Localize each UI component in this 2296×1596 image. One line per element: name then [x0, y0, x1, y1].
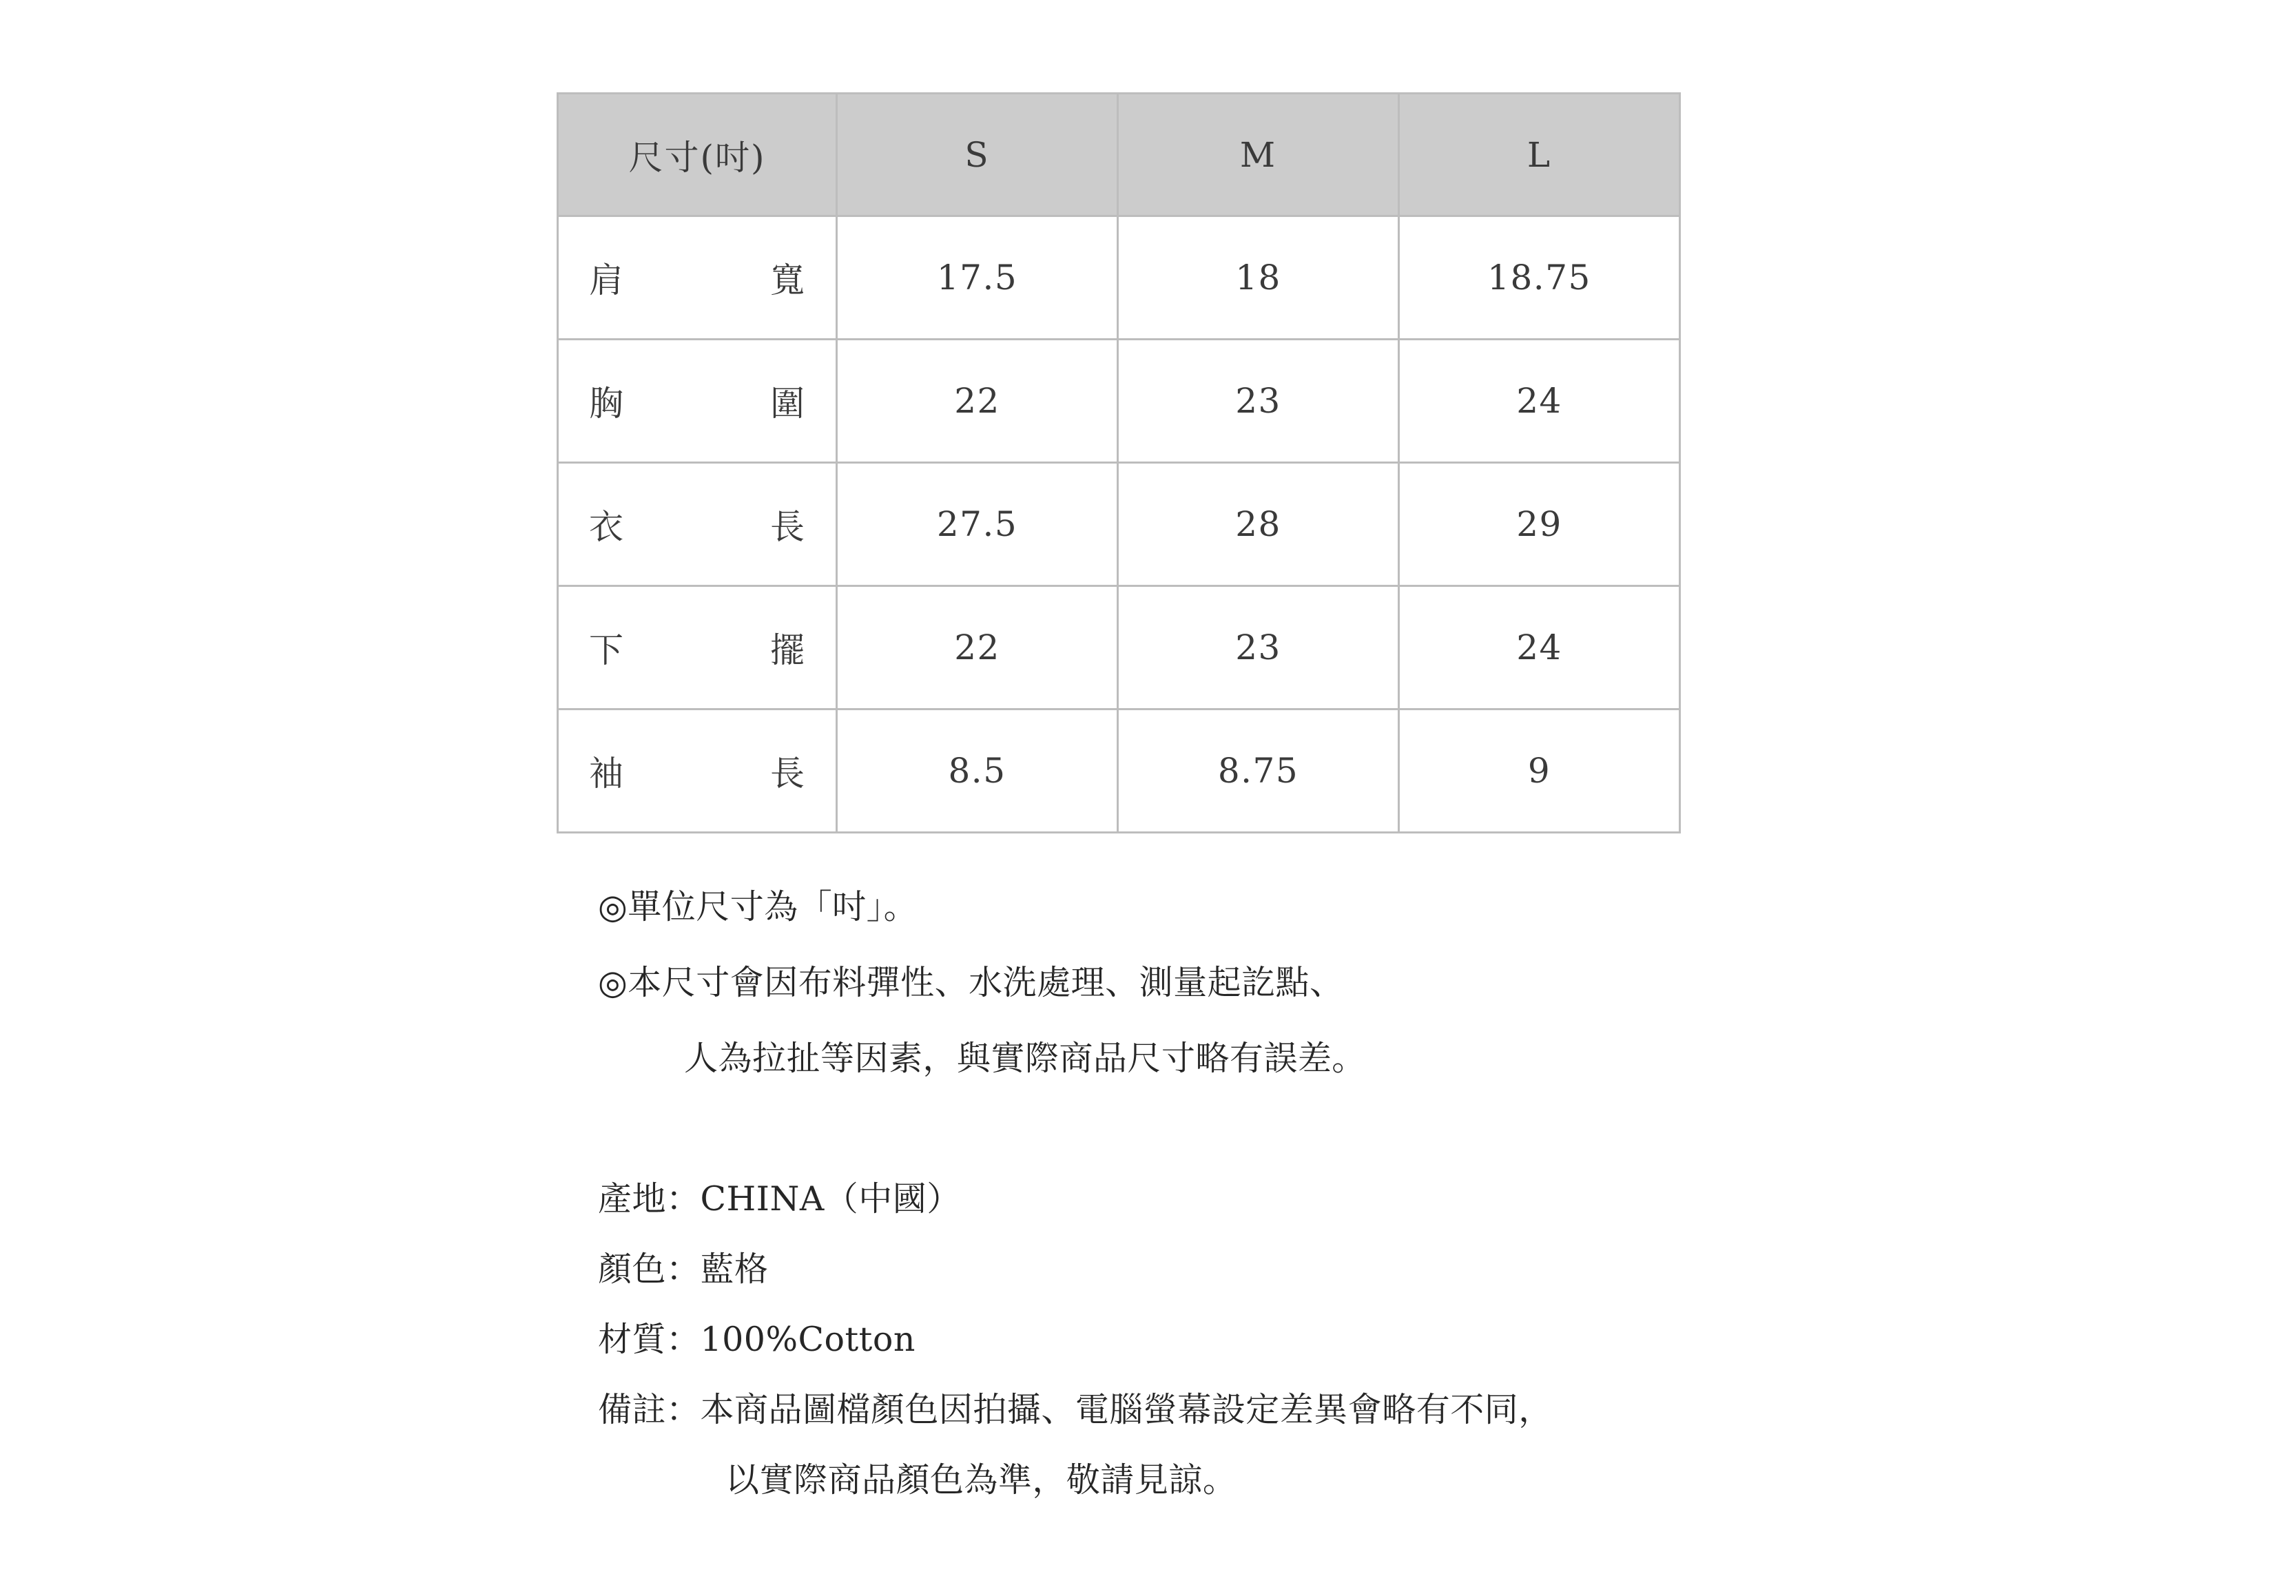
row-label-shoulder [558, 216, 837, 340]
table-row [558, 709, 1680, 833]
row-label-char: 衣 [589, 507, 624, 547]
note-line-tolerance: ◎本尺寸會因布料彈性、水洗處理、測量起訖點、 [598, 963, 1344, 1002]
cell-length-l: 29 [1399, 463, 1680, 586]
cell-bust-s: 22 [837, 340, 1118, 463]
size-table [557, 92, 1681, 833]
header-cell-measurement: 尺寸(吋) [558, 94, 837, 216]
table-row [558, 216, 1680, 340]
row-label-char: 肩 [589, 260, 624, 300]
note-line-unit: ◎單位尺寸為「吋」。 [598, 887, 918, 926]
row-label-char: 袖 [589, 754, 624, 794]
row-label-char: 圍 [770, 384, 805, 424]
row-label-char: 下 [589, 630, 624, 670]
header-cell-size-l: L [1399, 94, 1680, 216]
detail-color: 顏色：藍格 [598, 1250, 769, 1289]
cell-bust-m: 23 [1118, 340, 1399, 463]
cell-length-m: 28 [1118, 463, 1399, 586]
row-label-sleeve [558, 709, 837, 833]
cell-hem-s: 22 [837, 586, 1118, 709]
cell-sleeve-l: 9 [1399, 709, 1680, 833]
size-table-header [558, 94, 1680, 216]
cell-hem-l: 24 [1399, 586, 1680, 709]
cell-shoulder-s: 17.5 [837, 216, 1118, 340]
cell-sleeve-s: 8.5 [837, 709, 1118, 833]
cell-length-s: 27.5 [837, 463, 1118, 586]
detail-origin: 產地：CHINA（中國） [598, 1179, 961, 1219]
detail-remark: 備註：本商品圖檔顏色因拍攝、電腦螢幕設定差異會略有不同， [598, 1390, 1553, 1429]
cell-shoulder-l: 18.75 [1399, 216, 1680, 340]
table-row [558, 586, 1680, 709]
table-header-row [558, 94, 1680, 216]
cell-bust-l: 24 [1399, 340, 1680, 463]
product-details [598, 1164, 1907, 1515]
measurement-notes [598, 869, 1769, 1097]
table-row [558, 340, 1680, 463]
row-label-char: 長 [770, 507, 805, 547]
detail-remark-cont: 以實際商品顏色為準，敬請見諒。 [725, 1460, 1237, 1500]
row-label-char: 擺 [770, 630, 805, 670]
cell-hem-m: 23 [1118, 586, 1399, 709]
row-label-bust [558, 340, 837, 463]
row-label-char: 寬 [770, 260, 805, 300]
cell-sleeve-m: 8.75 [1118, 709, 1399, 833]
detail-material: 材質：100%Cotton [598, 1320, 916, 1359]
row-label-length [558, 463, 837, 586]
table-row [558, 463, 1680, 586]
header-cell-size-s: S [837, 94, 1118, 216]
row-label-char: 長 [770, 754, 805, 794]
row-label-hem [558, 586, 837, 709]
header-cell-size-m: M [1118, 94, 1399, 216]
note-line-tolerance-cont: 人為拉扯等因素，與實際商品尺寸略有誤差。 [684, 1039, 1366, 1078]
row-label-char: 胸 [589, 384, 624, 424]
cell-shoulder-m: 18 [1118, 216, 1399, 340]
size-table-body [558, 216, 1680, 833]
